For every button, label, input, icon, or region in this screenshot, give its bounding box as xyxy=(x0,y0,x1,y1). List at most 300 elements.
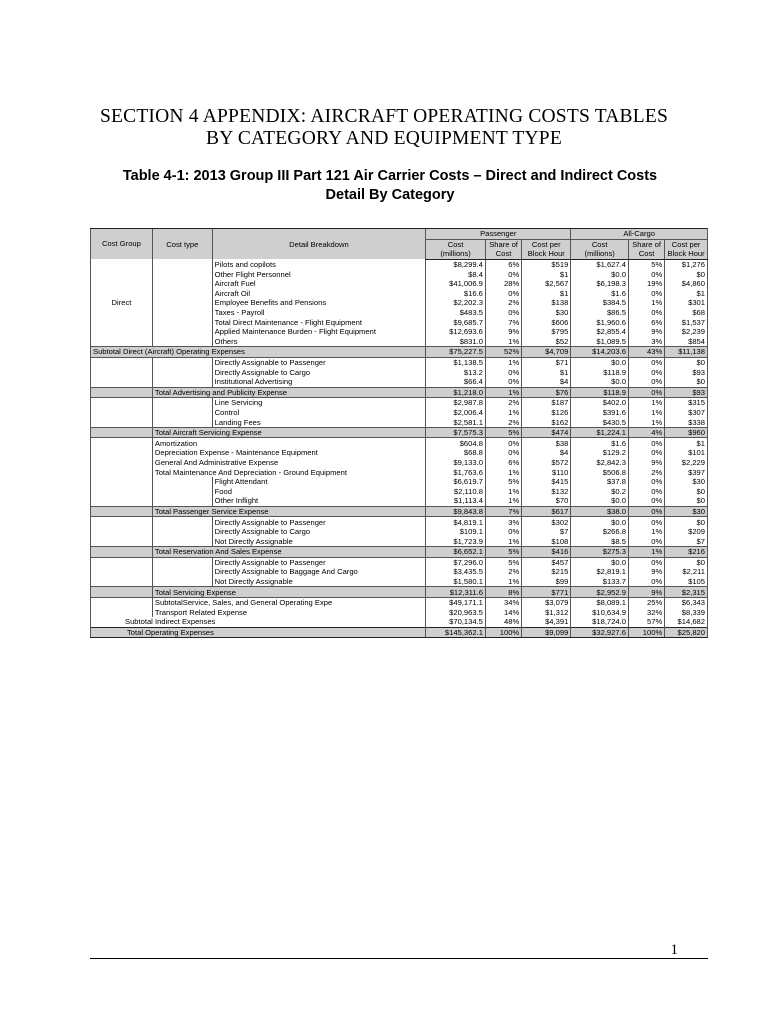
passenger-cpbh-cell: $30 xyxy=(522,308,571,318)
passenger-cost-cell: $16.6 xyxy=(426,289,486,299)
passenger-cpbh-cell: $110 xyxy=(522,467,571,477)
cargo-share-cell: 1% xyxy=(628,417,664,427)
header-passenger-cpbh-unit: Block Hour xyxy=(522,249,571,259)
table-row xyxy=(91,367,708,377)
passenger-share-cell: 1% xyxy=(485,486,521,496)
cost-group-cell xyxy=(91,567,153,577)
passenger-share-cell: 2% xyxy=(485,298,521,308)
passenger-cost-cell: $1,723.9 xyxy=(426,536,486,546)
table-row xyxy=(91,458,708,468)
passenger-share-cell: 1% xyxy=(485,577,521,587)
table-row xyxy=(91,617,708,627)
cargo-share-cell: 0% xyxy=(628,308,664,318)
cost-group-cell xyxy=(91,269,153,279)
table-row xyxy=(91,357,708,367)
passenger-share-cell: 48% xyxy=(485,617,521,627)
cargo-cost-cell: $1.6 xyxy=(571,438,629,448)
header-detail-breakdown: Detail Breakdown xyxy=(212,229,425,260)
cargo-cost-cell: $430.5 xyxy=(571,417,629,427)
detail-breakdown-cell: Pilots and copilots xyxy=(212,259,425,269)
cargo-share-cell: 0% xyxy=(628,536,664,546)
cargo-share-cell: 9% xyxy=(628,458,664,468)
cargo-cost-cell: $384.5 xyxy=(571,298,629,308)
table-row xyxy=(91,347,708,358)
cost-group-cell xyxy=(91,367,153,377)
cargo-share-cell: 57% xyxy=(628,617,664,627)
cargo-cost-cell: $2,819.1 xyxy=(571,567,629,577)
cost-group-cell xyxy=(91,398,153,408)
cargo-share-cell: 4% xyxy=(628,427,664,438)
cargo-cost-cell: $32,927.6 xyxy=(571,627,629,638)
detail-breakdown-cell: Directly Assignable to Baggage And Cargo xyxy=(212,567,425,577)
costs-table xyxy=(90,228,708,638)
passenger-cost-cell: $1,113.4 xyxy=(426,496,486,506)
table-row xyxy=(91,547,708,558)
cost-group-cell xyxy=(91,387,153,398)
passenger-cost-cell: $1,580.1 xyxy=(426,577,486,587)
detail-breakdown-cell: Total Direct Maintenance - Flight Equipment xyxy=(212,317,425,327)
cargo-share-cell: 1% xyxy=(628,298,664,308)
passenger-cost-cell: $7,575.3 xyxy=(426,427,486,438)
passenger-share-cell: 1% xyxy=(485,337,521,347)
table-row xyxy=(91,608,708,618)
cargo-cpbh-cell: $101 xyxy=(665,448,708,458)
detail-breakdown-cell: Directly Assignable to Passenger xyxy=(212,357,425,367)
cargo-share-cell: 0% xyxy=(628,269,664,279)
cargo-cpbh-cell: $960 xyxy=(665,427,708,438)
cargo-cpbh-cell: $307 xyxy=(665,408,708,418)
cost-type-cell xyxy=(152,279,212,289)
cost-group-cell xyxy=(91,279,153,289)
passenger-cpbh-cell: $2,567 xyxy=(522,279,571,289)
cost-group-cell xyxy=(91,467,153,477)
cost-group-cell xyxy=(91,417,153,427)
cargo-share-cell: 6% xyxy=(628,317,664,327)
cargo-cost-cell: $0.0 xyxy=(571,269,629,279)
table-row xyxy=(91,269,708,279)
passenger-share-cell: 1% xyxy=(485,387,521,398)
cargo-cost-cell: $1.6 xyxy=(571,289,629,299)
cargo-cost-cell: $1,960.6 xyxy=(571,317,629,327)
detail-breakdown-cell: Other Flight Personnel xyxy=(212,269,425,279)
cargo-cost-cell: $6,198.3 xyxy=(571,279,629,289)
passenger-cpbh-cell: $795 xyxy=(522,327,571,337)
table-row xyxy=(91,577,708,587)
header-passenger-cost-unit: (millions) xyxy=(426,249,486,259)
passenger-cost-cell: $70,134.5 xyxy=(426,617,486,627)
cargo-share-cell: 0% xyxy=(628,517,664,527)
passenger-cost-cell: $8.4 xyxy=(426,269,486,279)
table-row xyxy=(91,448,708,458)
row-label: Subtotal Indirect Expenses xyxy=(91,617,426,627)
cargo-cost-cell: $0.0 xyxy=(571,517,629,527)
table-row xyxy=(91,308,708,318)
passenger-cost-cell: $8,299.4 xyxy=(426,259,486,269)
cost-type-cell xyxy=(152,269,212,279)
cost-group-cell xyxy=(91,308,153,318)
table-title xyxy=(95,167,685,205)
cargo-cost-cell: $275.3 xyxy=(571,547,629,558)
cargo-share-cell: 0% xyxy=(628,496,664,506)
cargo-cost-cell: $2,842.3 xyxy=(571,458,629,468)
passenger-share-cell: 8% xyxy=(485,587,521,598)
cargo-cost-cell: $37.8 xyxy=(571,477,629,487)
header-passenger-share: Share of xyxy=(485,239,521,249)
cost-group-cell xyxy=(91,317,153,327)
cargo-share-cell: 0% xyxy=(628,438,664,448)
table-row xyxy=(91,279,708,289)
passenger-share-cell: 52% xyxy=(485,347,521,358)
table-row xyxy=(91,536,708,546)
passenger-share-cell: 6% xyxy=(485,259,521,269)
row-label: Depreciation Expense - Maintenance Equipment xyxy=(152,448,425,458)
cargo-cpbh-cell: $1,537 xyxy=(665,317,708,327)
passenger-cost-cell: $483.5 xyxy=(426,308,486,318)
header-cargo-cpbh-unit: Block Hour xyxy=(665,249,708,259)
cargo-cost-cell: $8,089.1 xyxy=(571,597,629,607)
detail-breakdown-cell: Aircraft Oil xyxy=(212,289,425,299)
detail-breakdown-cell: Not Directly Assignable xyxy=(212,577,425,587)
cargo-cpbh-cell: $30 xyxy=(665,506,708,517)
cargo-cpbh-cell: $0 xyxy=(665,377,708,387)
cargo-share-cell: 9% xyxy=(628,567,664,577)
cargo-share-cell: 0% xyxy=(628,357,664,367)
passenger-share-cell: 5% xyxy=(485,477,521,487)
cargo-share-cell: 1% xyxy=(628,398,664,408)
cost-group-cell xyxy=(91,458,153,468)
header-passenger-share-unit: Cost xyxy=(485,249,521,259)
cargo-cpbh-cell: $7 xyxy=(665,536,708,546)
row-label: Total Operating Expenses xyxy=(91,627,426,638)
header-cost-group: Cost Group xyxy=(91,229,153,260)
cargo-share-cell: 0% xyxy=(628,377,664,387)
passenger-cpbh-cell: $572 xyxy=(522,458,571,468)
cargo-share-cell: 0% xyxy=(628,557,664,567)
passenger-cost-cell: $13.2 xyxy=(426,367,486,377)
cargo-cost-cell: $129.2 xyxy=(571,448,629,458)
detail-breakdown-cell: Line Servicing xyxy=(212,398,425,408)
cargo-cpbh-cell: $30 xyxy=(665,477,708,487)
cargo-cost-cell: $391.6 xyxy=(571,408,629,418)
cargo-cost-cell: $2,952.9 xyxy=(571,587,629,598)
passenger-cost-cell: $1,138.5 xyxy=(426,357,486,367)
cargo-share-cell: 9% xyxy=(628,587,664,598)
passenger-cpbh-cell: $9,099 xyxy=(522,627,571,638)
cargo-cpbh-cell: $8,339 xyxy=(665,608,708,618)
cargo-share-cell: 0% xyxy=(628,448,664,458)
cargo-share-cell: 0% xyxy=(628,367,664,377)
passenger-share-cell: 9% xyxy=(485,327,521,337)
passenger-share-cell: 0% xyxy=(485,377,521,387)
passenger-share-cell: 0% xyxy=(485,527,521,537)
passenger-cpbh-cell: $1 xyxy=(522,269,571,279)
table-row xyxy=(91,496,708,506)
cost-group-cell xyxy=(91,517,153,527)
cargo-cpbh-cell: $4,860 xyxy=(665,279,708,289)
passenger-cpbh-cell: $108 xyxy=(522,536,571,546)
table-row xyxy=(91,567,708,577)
cargo-cpbh-cell: $854 xyxy=(665,337,708,347)
cargo-cost-cell: $0.0 xyxy=(571,496,629,506)
header-cargo-share-unit: Cost xyxy=(628,249,664,259)
cargo-cpbh-cell: $93 xyxy=(665,387,708,398)
passenger-cpbh-cell: $52 xyxy=(522,337,571,347)
cost-group-cell xyxy=(91,536,153,546)
passenger-share-cell: 2% xyxy=(485,567,521,577)
header-cargo-cost-unit: (millions) xyxy=(571,249,629,259)
passenger-cost-cell: $9,133.0 xyxy=(426,458,486,468)
passenger-share-cell: 100% xyxy=(485,627,521,638)
detail-breakdown-cell: Flight Attendant xyxy=(212,477,425,487)
table-row xyxy=(91,438,708,448)
cargo-cpbh-cell: $25,820 xyxy=(665,627,708,638)
detail-breakdown-cell: Landing Fees xyxy=(212,417,425,427)
table-body xyxy=(91,259,708,638)
cargo-share-cell: 5% xyxy=(628,259,664,269)
table-row xyxy=(91,467,708,477)
cargo-cpbh-cell: $0 xyxy=(665,517,708,527)
passenger-cost-cell: $2,006.4 xyxy=(426,408,486,418)
passenger-cpbh-cell: $4,709 xyxy=(522,347,571,358)
passenger-share-cell: 6% xyxy=(485,458,521,468)
detail-breakdown-cell: Not Directly Assignable xyxy=(212,536,425,546)
passenger-cpbh-cell: $1 xyxy=(522,367,571,377)
passenger-cpbh-cell: $415 xyxy=(522,477,571,487)
passenger-cpbh-cell: $302 xyxy=(522,517,571,527)
passenger-cost-cell: $4,819.1 xyxy=(426,517,486,527)
passenger-cost-cell: $7,296.0 xyxy=(426,557,486,567)
detail-breakdown-cell: Directly Assignable to Passenger xyxy=(212,557,425,567)
header-cost-type: Cost type xyxy=(152,229,212,260)
table-header xyxy=(91,229,708,260)
cost-group-cell xyxy=(91,259,153,269)
cost-type-cell xyxy=(152,398,212,408)
cargo-cpbh-cell: $14,682 xyxy=(665,617,708,627)
passenger-cost-cell: $145,362.1 xyxy=(426,627,486,638)
detail-breakdown-cell: Applied Maintenance Burden - Flight Equipment xyxy=(212,327,425,337)
table-row xyxy=(91,527,708,537)
cargo-share-cell: 0% xyxy=(628,506,664,517)
table-title-line-1: Table 4-1: 2013 Group III Part 121 Air Carrier Costs – Direct and Indirect Costs xyxy=(122,168,658,184)
cargo-cpbh-cell: $0 xyxy=(665,557,708,567)
cargo-cost-cell: $133.7 xyxy=(571,577,629,587)
cost-type-cell xyxy=(152,567,212,577)
table-row xyxy=(91,587,708,598)
passenger-cost-cell: $9,685.7 xyxy=(426,317,486,327)
cost-type-cell xyxy=(152,367,212,377)
passenger-share-cell: 1% xyxy=(485,496,521,506)
cargo-cpbh-cell: $2,315 xyxy=(665,587,708,598)
passenger-cpbh-cell: $457 xyxy=(522,557,571,567)
cargo-cost-cell: $14,203.6 xyxy=(571,347,629,358)
detail-breakdown-cell: Directly Assignable to Passenger xyxy=(212,517,425,527)
passenger-cost-cell: $3,435.5 xyxy=(426,567,486,577)
table-row xyxy=(91,517,708,527)
cost-group-cell xyxy=(91,486,153,496)
cargo-cpbh-cell: $0 xyxy=(665,496,708,506)
cargo-cost-cell: $2,855.4 xyxy=(571,327,629,337)
cargo-share-cell: 9% xyxy=(628,327,664,337)
cargo-cpbh-cell: $6,343 xyxy=(665,597,708,607)
cargo-cost-cell: $38.0 xyxy=(571,506,629,517)
passenger-share-cell: 0% xyxy=(485,438,521,448)
cost-group-cell xyxy=(91,408,153,418)
table-row xyxy=(91,289,708,299)
passenger-cpbh-cell: $7 xyxy=(522,527,571,537)
cargo-share-cell: 0% xyxy=(628,577,664,587)
passenger-cpbh-cell: $162 xyxy=(522,417,571,427)
cargo-cost-cell: $1,224.1 xyxy=(571,427,629,438)
footer-rule xyxy=(90,958,708,959)
header-passenger: Passenger xyxy=(426,229,571,240)
passenger-cost-cell: $9,843.8 xyxy=(426,506,486,517)
row-label: Total Advertising and Publicity Expense xyxy=(152,387,425,398)
row-label: Transport Related Expense xyxy=(152,608,425,618)
cargo-cpbh-cell: $11,138 xyxy=(665,347,708,358)
cost-group-cell xyxy=(91,289,153,299)
header-cargo-cost: Cost xyxy=(571,239,629,249)
cost-group-cell xyxy=(91,327,153,337)
cost-type-cell xyxy=(152,496,212,506)
detail-breakdown-cell: Directly Assignable to Cargo xyxy=(212,527,425,537)
cost-group-cell xyxy=(91,608,153,618)
row-label: Total Reservation And Sales Expense xyxy=(152,547,425,558)
cost-type-cell xyxy=(152,557,212,567)
detail-breakdown-cell: Directly Assignable to Cargo xyxy=(212,367,425,377)
detail-breakdown-cell: Control xyxy=(212,408,425,418)
row-label: SubtotalService, Sales, and General Operating Expe xyxy=(152,597,425,607)
section-title-line-1: SECTION 4 APPENDIX: AIRCRAFT OPERATING COSTS TABLES xyxy=(99,106,669,127)
cost-type-cell xyxy=(152,377,212,387)
passenger-cost-cell: $75,227.5 xyxy=(426,347,486,358)
detail-breakdown-cell: Taxes - Payroll xyxy=(212,308,425,318)
cost-group-cell xyxy=(91,337,153,347)
cargo-cpbh-cell: $2,229 xyxy=(665,458,708,468)
detail-breakdown-cell: Aircraft Fuel xyxy=(212,279,425,289)
table-row xyxy=(91,337,708,347)
cargo-cost-cell: $1,089.5 xyxy=(571,337,629,347)
cargo-cpbh-cell: $216 xyxy=(665,547,708,558)
passenger-share-cell: 1% xyxy=(485,408,521,418)
row-label: Amortization xyxy=(152,438,425,448)
cost-group-cell xyxy=(91,587,153,598)
header-cargo-cpbh: Cost per xyxy=(665,239,708,249)
table-row xyxy=(91,298,708,308)
row-label: General And Administrative Expense xyxy=(152,458,425,468)
cargo-share-cell: 0% xyxy=(628,289,664,299)
passenger-cpbh-cell: $474 xyxy=(522,427,571,438)
header-passenger-cost: Cost xyxy=(426,239,486,249)
table-row xyxy=(91,477,708,487)
passenger-share-cell: 5% xyxy=(485,557,521,567)
cost-type-cell xyxy=(152,536,212,546)
cost-type-cell xyxy=(152,357,212,367)
passenger-cpbh-cell: $1,312 xyxy=(522,608,571,618)
cost-group-cell xyxy=(91,427,153,438)
cargo-cost-cell: $118.9 xyxy=(571,387,629,398)
detail-breakdown-cell: Food xyxy=(212,486,425,496)
passenger-share-cell: 5% xyxy=(485,547,521,558)
table-row xyxy=(91,486,708,496)
cargo-cost-cell: $118.9 xyxy=(571,367,629,377)
cargo-share-cell: 1% xyxy=(628,527,664,537)
passenger-cost-cell: $831.0 xyxy=(426,337,486,347)
table-row xyxy=(91,408,708,418)
cost-group-cell: Direct xyxy=(91,298,153,308)
passenger-cpbh-cell: $215 xyxy=(522,567,571,577)
header-all-cargo: All-Cargo xyxy=(571,229,708,240)
cost-group-cell xyxy=(91,448,153,458)
passenger-cost-cell: $49,171.1 xyxy=(426,597,486,607)
table-row xyxy=(91,259,708,269)
cost-type-cell xyxy=(152,408,212,418)
cost-group-cell xyxy=(91,438,153,448)
cargo-cost-cell: $0.0 xyxy=(571,357,629,367)
cost-type-cell xyxy=(152,337,212,347)
table-row xyxy=(91,597,708,607)
cargo-cpbh-cell: $209 xyxy=(665,527,708,537)
header-passenger-cpbh: Cost per xyxy=(522,239,571,249)
cargo-cost-cell: $18,724.0 xyxy=(571,617,629,627)
passenger-share-cell: 1% xyxy=(485,467,521,477)
cost-type-cell xyxy=(152,477,212,487)
cargo-cpbh-cell: $1 xyxy=(665,289,708,299)
passenger-cost-cell: $66.4 xyxy=(426,377,486,387)
passenger-cost-cell: $604.8 xyxy=(426,438,486,448)
cost-group-cell xyxy=(91,477,153,487)
cargo-cost-cell: $10,634.9 xyxy=(571,608,629,618)
passenger-cost-cell: $68.8 xyxy=(426,448,486,458)
cost-group-cell xyxy=(91,597,153,607)
cargo-cpbh-cell: $93 xyxy=(665,367,708,377)
cargo-cost-cell: $0.2 xyxy=(571,486,629,496)
passenger-share-cell: 7% xyxy=(485,317,521,327)
table-row xyxy=(91,557,708,567)
passenger-share-cell: 1% xyxy=(485,536,521,546)
passenger-cost-cell: $109.1 xyxy=(426,527,486,537)
passenger-cpbh-cell: $771 xyxy=(522,587,571,598)
cargo-share-cell: 0% xyxy=(628,387,664,398)
cargo-share-cell: 2% xyxy=(628,467,664,477)
cost-type-cell xyxy=(152,308,212,318)
cargo-cpbh-cell: $397 xyxy=(665,467,708,477)
table-row xyxy=(91,506,708,517)
passenger-cpbh-cell: $38 xyxy=(522,438,571,448)
passenger-share-cell: 0% xyxy=(485,308,521,318)
cargo-cost-cell: $402.0 xyxy=(571,398,629,408)
table-row xyxy=(91,427,708,438)
passenger-cpbh-cell: $70 xyxy=(522,496,571,506)
passenger-share-cell: 14% xyxy=(485,608,521,618)
passenger-share-cell: 0% xyxy=(485,289,521,299)
cost-type-cell xyxy=(152,527,212,537)
table-row xyxy=(91,377,708,387)
passenger-share-cell: 0% xyxy=(485,448,521,458)
passenger-share-cell: 0% xyxy=(485,367,521,377)
cargo-cost-cell: $8.5 xyxy=(571,536,629,546)
cost-group-cell xyxy=(91,496,153,506)
passenger-cpbh-cell: $99 xyxy=(522,577,571,587)
cargo-cpbh-cell: $2,211 xyxy=(665,567,708,577)
cargo-share-cell: 43% xyxy=(628,347,664,358)
cost-type-cell xyxy=(152,486,212,496)
detail-breakdown-cell: Others xyxy=(212,337,425,347)
cargo-cpbh-cell: $1,276 xyxy=(665,259,708,269)
passenger-cpbh-cell: $187 xyxy=(522,398,571,408)
row-label: Total Servicing Expense xyxy=(152,587,425,598)
passenger-cost-cell: $2,581.1 xyxy=(426,417,486,427)
cargo-share-cell: 0% xyxy=(628,477,664,487)
